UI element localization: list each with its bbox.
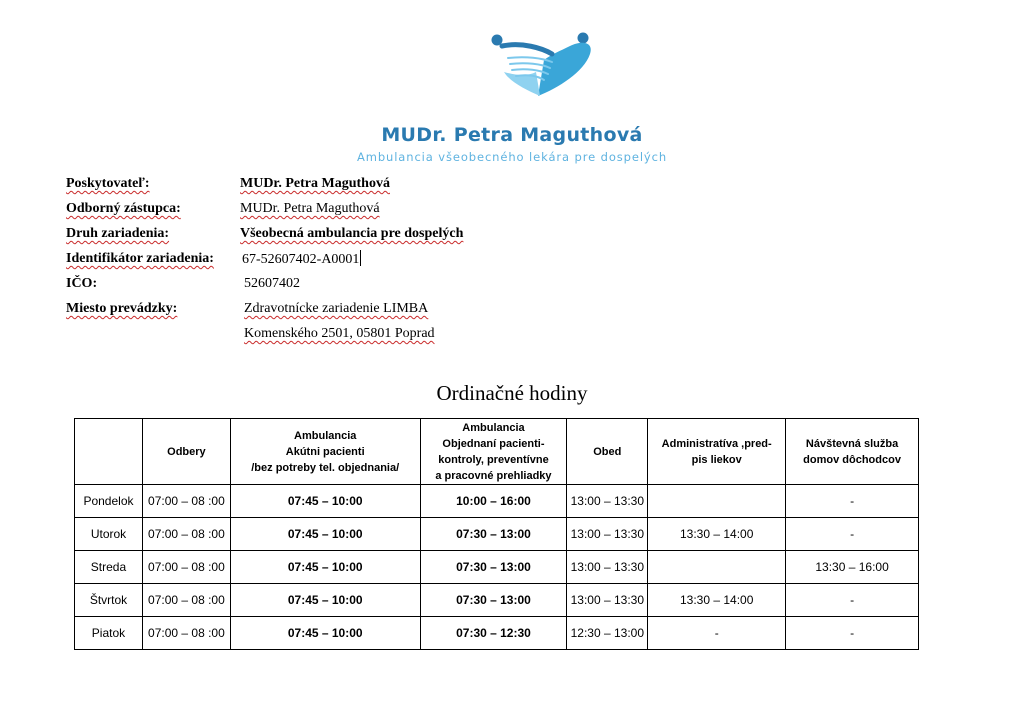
table-header-text: Ambulancia — [462, 421, 525, 434]
table-cell: 07:30 – 13:00 — [420, 518, 567, 551]
table-row — [75, 551, 919, 584]
table-cell: - — [786, 584, 919, 617]
table-cell: 07:30 – 12:30 — [420, 617, 567, 650]
table-header-cell — [567, 419, 648, 485]
table-header-cell — [230, 419, 420, 485]
table-header-cell — [648, 419, 786, 485]
table-cell: 13:00 – 13:30 — [567, 551, 648, 584]
brand-subtitle: Ambulancia všeobecného lekára pre dospelých — [356, 150, 668, 164]
hours-table — [74, 418, 919, 650]
table-cell: 13:30 – 14:00 — [648, 584, 786, 617]
info-value-ico: 52607402 — [244, 276, 300, 291]
table-cell: - — [786, 485, 919, 518]
brand-name: MUDr. Petra Maguthová — [381, 124, 643, 146]
table-cell: 13:00 – 13:30 — [567, 584, 648, 617]
table-header-cell — [142, 419, 230, 485]
table-header-text: Objednaní pacienti- — [442, 437, 545, 450]
info-label-location: Miesto prevádzky: — [66, 301, 178, 316]
table-cell: 07:00 – 08 :00 — [142, 518, 230, 551]
table-cell: - — [786, 518, 919, 551]
table-cell: 13:00 – 13:30 — [567, 485, 648, 518]
table-header-row — [75, 419, 919, 485]
table-header-text: a pracovné prehliadky — [435, 469, 552, 482]
table-header-text: domov dôchodcov — [803, 453, 901, 466]
table-day-cell: Pondelok — [75, 485, 143, 518]
table-cell: 07:45 – 10:00 — [230, 485, 420, 518]
table-header-text: /bez potreby tel. objednania/ — [251, 461, 400, 474]
table-cell: 07:30 – 13:00 — [420, 584, 567, 617]
logo-head-right — [578, 33, 589, 44]
table-day-cell: Utorok — [75, 518, 143, 551]
table-cell: 13:30 – 14:00 — [648, 518, 786, 551]
info-value-provider: MUDr. Petra Maguthová — [240, 176, 390, 191]
table-cell — [648, 485, 786, 518]
table-cell — [648, 551, 786, 584]
table-cell: 07:00 – 08 :00 — [142, 584, 230, 617]
hours-title: Ordinačné hodiny — [436, 381, 588, 405]
table-cell: - — [648, 617, 786, 650]
table-day-cell: Streda — [75, 551, 143, 584]
table-cell: 07:45 – 10:00 — [230, 518, 420, 551]
info-value-deputy: MUDr. Petra Maguthová — [240, 201, 380, 216]
info-label-ico: IČO: — [66, 276, 98, 291]
table-cell: - — [786, 617, 919, 650]
table-cell: 07:00 – 08 :00 — [142, 551, 230, 584]
info-value-address: Komenského 2501, 05801 Poprad — [244, 326, 435, 341]
table-header-text: Návštevná služba — [805, 437, 899, 450]
table-row — [75, 584, 919, 617]
table-header-cell — [420, 419, 567, 485]
table-header-text: pis liekov — [691, 453, 742, 466]
table-cell: 12:30 – 13:00 — [567, 617, 648, 650]
info-value-facility-type: Všeobecná ambulancia pre dospelých — [240, 226, 464, 241]
info-value-facility-id: 67-52607402-A0001 — [242, 252, 360, 267]
info-label-facility-id: Identifikátor zariadenia: — [66, 251, 214, 266]
table-cell: 07:45 – 10:00 — [230, 551, 420, 584]
table-header-text: Odbery — [167, 445, 206, 458]
table-cell: 13:30 – 16:00 — [786, 551, 919, 584]
table-cell: 13:00 – 13:30 — [567, 518, 648, 551]
table-day-cell: Štvrtok — [75, 584, 143, 617]
text-cursor — [360, 250, 361, 266]
info-label-provider: Poskytovateľ: — [66, 176, 150, 191]
info-value-location: Zdravotnícke zariadenie LIMBA — [244, 301, 429, 316]
table-cell: 07:30 – 13:00 — [420, 551, 567, 584]
table-day-cell: Piatok — [75, 617, 143, 650]
table-row — [75, 617, 919, 650]
table-cell: 07:00 – 08 :00 — [142, 617, 230, 650]
table-cell: 07:45 – 10:00 — [230, 617, 420, 650]
table-header-cell — [786, 419, 919, 485]
table-row — [75, 485, 919, 518]
table-header-text: Administratíva ,pred- — [661, 437, 772, 450]
table-header-cell — [75, 419, 143, 485]
table-header-text: Obed — [593, 445, 622, 458]
info-label-deputy: Odborný zástupca: — [66, 201, 181, 216]
logo-hand-stroke-1 — [502, 45, 552, 54]
info-label-facility-type: Druh zariadenia: — [66, 226, 170, 241]
heart-hand-logo — [486, 30, 594, 100]
table-cell: 07:45 – 10:00 — [230, 584, 420, 617]
table-cell: 07:00 – 08 :00 — [142, 485, 230, 518]
table-header-text: kontroly, preventívne — [438, 453, 549, 466]
table-header-text: Ambulancia — [294, 429, 357, 442]
table-cell: 10:00 – 16:00 — [420, 485, 567, 518]
table-header-text: Akútni pacienti — [285, 445, 365, 458]
table-row — [75, 518, 919, 551]
